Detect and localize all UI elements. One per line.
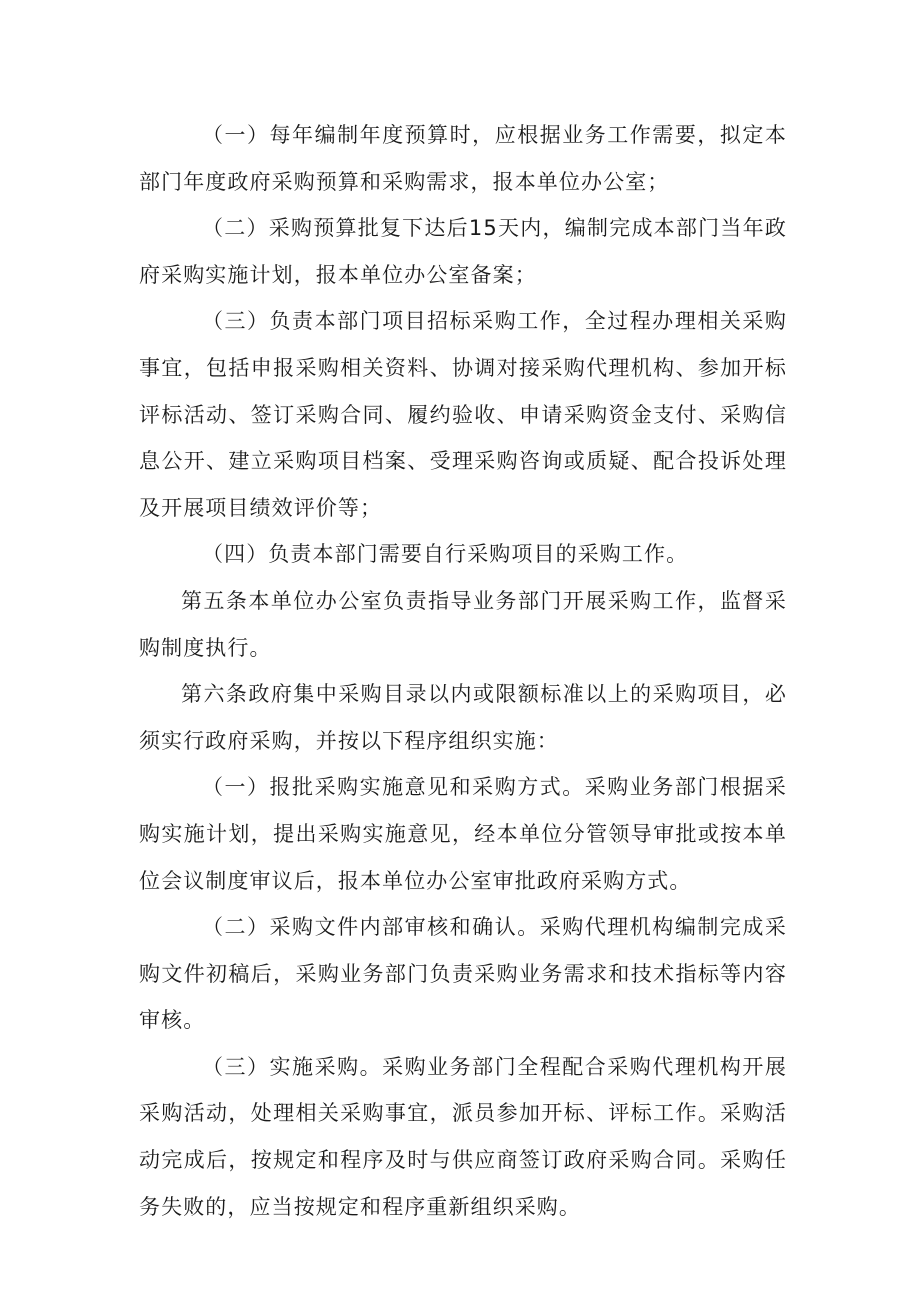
paragraph-4: （四）负责本部门需要自行采购项目的采购工作。 <box>202 542 689 567</box>
paragraph-article-5: 第五条本单位办公室负责指导业务部门开展采购工作，监督采购制度执行。 <box>139 588 787 660</box>
paragraph-2: （二）采购预算批复下达后15天内，编制完成本部门当年政府采购实施计划，报本单位办公室备案； <box>139 216 787 287</box>
paragraph-8: （二）采购文件内部审核和确认。采购代理机构编制完成采购文件初稿后，采购业务部门负责采购业务需求和技术指标等内容审核。 <box>139 915 787 1033</box>
paragraph-article-6: 第六条政府集中采购目录以内或限额标准以上的采购项目，必须实行政府采购，并按以下程序组织实施： <box>139 682 787 753</box>
paragraph-7: （一）报批采购实施意见和采购方式。采购业务部门根据采购实施计划，提出采购实施意见，经本单位分管领导审批或按本单位会议制度审议后，报本单位办公室审批政府采购方式。 <box>139 775 787 893</box>
document-body <box>139 112 787 1230</box>
paragraph-9: （三）实施采购。采购业务部门全程配合采购代理机构开展采购活动，处理相关采购事宜，派员参加开标、评标工作。采购活动完成后，按规定和程序及时与供应商签订政府采购合同。采购任务失败的，应当按规定和程序重新组织采购。 <box>139 1054 787 1219</box>
paragraph-1: （一）每年编制年度预算时，应根据业务工作需要，拟定本部门年度政府采购预算和采购需求，报本单位办公室； <box>139 123 787 194</box>
paragraph-3: （三）负责本部门项目招标采购工作，全过程办理相关采购事宜，包括申报采购相关资料、协调对接采购代理机构、参加开标评标活动、签订采购合同、履约验收、申请采购资金支付、采购信息公开、建立采购项目档案、受理采购咨询或质疑、配合投诉处理及开展项目绩效评价等； <box>139 309 787 520</box>
